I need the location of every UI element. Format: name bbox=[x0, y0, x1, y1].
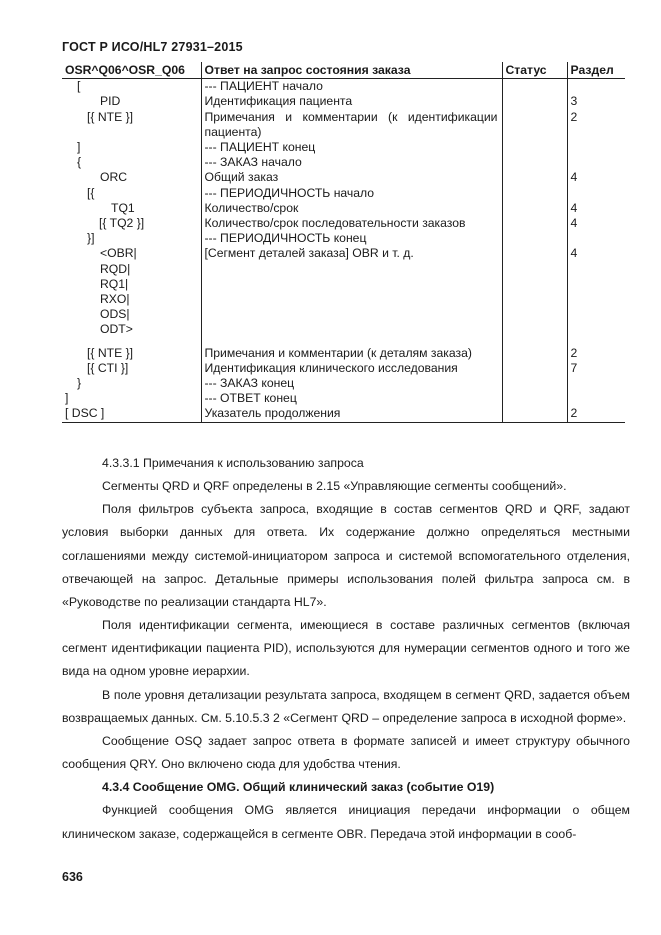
description-cell: Количество/срок последовательности заказов bbox=[201, 216, 502, 231]
section-cell bbox=[567, 391, 625, 406]
status-cell bbox=[502, 155, 567, 170]
table-header-row bbox=[62, 62, 625, 79]
paragraph: Функцией сообщения OMG является инициация передачи информации о общем клиническом заказе, содержащейся в сегменте OBR. Передача этой информации в сооб- bbox=[62, 803, 630, 841]
description-cell: --- ПАЦИЕНТ конец bbox=[201, 140, 502, 155]
section-cell bbox=[567, 376, 625, 391]
segment-cell: RQD| bbox=[100, 261, 131, 276]
segment-cell: [{ bbox=[87, 185, 95, 200]
column-header-status: Статус bbox=[502, 62, 567, 79]
status-cell bbox=[502, 170, 567, 185]
segment-cell: [ DSC ] bbox=[62, 406, 201, 422]
section-cell: 4 bbox=[567, 170, 625, 185]
section-cell: 4 bbox=[567, 216, 625, 231]
description-cell: [Сегмент деталей заказа] OBR и т. д. bbox=[201, 246, 502, 261]
table-row bbox=[62, 391, 625, 406]
table-row bbox=[62, 155, 625, 170]
status-cell bbox=[502, 110, 567, 140]
section-cell bbox=[567, 322, 625, 337]
section-cell: 2 bbox=[567, 338, 625, 361]
paragraph: Поля идентификации сегмента, имеющиеся в составе различных сегментов (включая сегмент идентификации пациента PID), используются для нумерации сегментов одного и того же вида на одном уровне иерархии. bbox=[62, 618, 630, 679]
description-cell: Количество/срок bbox=[201, 201, 502, 216]
description-cell: --- ОТВЕТ конец bbox=[201, 391, 502, 406]
table-row bbox=[62, 140, 625, 155]
paragraph: Сегменты QRD и QRF определены в 2.15 «Управляющие сегменты сообщений». bbox=[102, 479, 567, 494]
status-cell bbox=[502, 216, 567, 231]
status-cell bbox=[502, 391, 567, 406]
table-row bbox=[62, 201, 625, 216]
description-cell: Общий заказ bbox=[201, 170, 502, 185]
segment-cell: }] bbox=[87, 231, 95, 246]
status-cell bbox=[502, 79, 567, 95]
table-row bbox=[62, 110, 625, 140]
table-row bbox=[62, 186, 625, 201]
paragraph: В поле уровня детализации результата запроса, входящем в сегмент QRD, задается объем возвращаемых данных. См. 5.10.5.3 2 «Сегмент QRD – определение запроса в исходной форме». bbox=[62, 687, 630, 725]
section-cell: 4 bbox=[567, 201, 625, 216]
status-cell bbox=[502, 406, 567, 422]
segment-cell: [{ TQ2 }] bbox=[99, 216, 145, 231]
description-cell bbox=[201, 307, 502, 322]
description-cell: Примечания и комментарии (к идентификации пациента) bbox=[201, 110, 502, 140]
paragraph: Сообщение OSQ задает запрос ответа в формате записей и имеет структуру обычного сообщения QRY. Оно включено сюда для удобства чтения. bbox=[62, 733, 630, 772]
description-cell: --- ПЕРИОДИЧНОСТЬ конец bbox=[201, 231, 502, 246]
table-row bbox=[62, 79, 625, 95]
section-cell bbox=[567, 292, 625, 307]
section-cell bbox=[567, 231, 625, 246]
table-row bbox=[62, 322, 625, 337]
status-cell bbox=[502, 338, 567, 361]
description-cell bbox=[201, 322, 502, 337]
segment-cell: ORC bbox=[100, 170, 128, 185]
table-row bbox=[62, 216, 625, 231]
table-row bbox=[62, 292, 625, 307]
page-number: 636 bbox=[62, 870, 83, 884]
section-cell bbox=[567, 79, 625, 95]
segment-cell: RQ1| bbox=[100, 276, 129, 291]
table-row bbox=[62, 307, 625, 322]
description-cell bbox=[201, 262, 502, 277]
table-row bbox=[62, 338, 625, 361]
table-body bbox=[62, 79, 625, 422]
table-row bbox=[62, 361, 625, 376]
segment-cell: { bbox=[77, 155, 82, 170]
status-cell bbox=[502, 231, 567, 246]
section-cell bbox=[567, 140, 625, 155]
description-cell: --- ЗАКАЗ начало bbox=[201, 155, 502, 170]
paragraph: 4.3.3.1 Примечания к использованию запроса bbox=[102, 456, 364, 470]
status-cell bbox=[502, 246, 567, 261]
segment-cell: ] bbox=[77, 140, 81, 155]
description-cell: --- ПЕРИОДИЧНОСТЬ начало bbox=[201, 186, 502, 201]
description-cell bbox=[201, 277, 502, 292]
body-text bbox=[62, 452, 630, 846]
status-cell bbox=[502, 186, 567, 201]
section-cell bbox=[567, 155, 625, 170]
section-cell: 2 bbox=[567, 110, 625, 140]
message-structure-table bbox=[62, 62, 625, 423]
status-cell bbox=[502, 376, 567, 391]
column-header-section: Раздел bbox=[567, 62, 625, 79]
status-cell bbox=[502, 262, 567, 277]
segment-cell: [ bbox=[77, 79, 81, 94]
segment-cell: [{ NTE }] bbox=[87, 345, 134, 360]
description-cell: --- ПАЦИЕНТ начало bbox=[201, 79, 502, 95]
table-row bbox=[62, 246, 625, 261]
description-cell bbox=[201, 292, 502, 307]
description-cell: Идентификация клинического исследования bbox=[201, 361, 502, 376]
section-cell: 7 bbox=[567, 361, 625, 376]
description-cell: Идентификация пациента bbox=[201, 94, 502, 109]
segment-cell: ] bbox=[65, 391, 69, 406]
section-cell: 4 bbox=[567, 246, 625, 261]
section-cell bbox=[567, 186, 625, 201]
column-header-description: Ответ на запрос состояния заказа bbox=[201, 62, 502, 79]
table-row bbox=[62, 406, 625, 422]
paragraph: Поля фильтров субъекта запроса, входящие в состав сегментов QRD и QRF, задают условия выборки данных для ответа. Их содержание должно определяться местными соглашениями между системой-инициатором запроса и системой вспомогательного отделения, отвечающей на запрос. Детальные примеры использования полей фильтра запроса см. в «Руководстве по реализации стандарта HL7». bbox=[62, 502, 630, 609]
segment-cell: } bbox=[77, 376, 82, 391]
table-row bbox=[62, 277, 625, 292]
table-row bbox=[62, 170, 625, 185]
section-cell: 3 bbox=[567, 94, 625, 109]
status-cell bbox=[502, 322, 567, 337]
document-header: ГОСТ Р ИСО/HL7 27931–2015 bbox=[62, 40, 243, 54]
segment-cell: [{ NTE }] bbox=[87, 109, 134, 124]
description-cell: Примечания и комментарии (к деталям заказа) bbox=[201, 338, 502, 361]
status-cell bbox=[502, 307, 567, 322]
status-cell bbox=[502, 201, 567, 216]
status-cell bbox=[502, 292, 567, 307]
section-cell bbox=[567, 277, 625, 292]
segment-cell: TQ1 bbox=[111, 200, 135, 215]
status-cell bbox=[502, 94, 567, 109]
status-cell bbox=[502, 140, 567, 155]
description-cell: --- ЗАКАЗ конец bbox=[201, 376, 502, 391]
description-cell: Указатель продолжения bbox=[201, 406, 502, 422]
section-heading: 4.3.4 Сообщение OMG. Общий клинический заказ (событие O19) bbox=[102, 780, 495, 795]
table-row bbox=[62, 231, 625, 246]
segment-cell: PID bbox=[100, 94, 121, 109]
status-cell bbox=[502, 277, 567, 292]
section-cell bbox=[567, 307, 625, 322]
segment-cell: [{ CTI }] bbox=[87, 360, 129, 375]
segment-cell: ODS| bbox=[100, 307, 130, 322]
segment-cell: RXO| bbox=[100, 292, 130, 307]
section-cell bbox=[567, 262, 625, 277]
segment-cell: ODT> bbox=[100, 322, 133, 337]
table-row bbox=[62, 94, 625, 109]
status-cell bbox=[502, 361, 567, 376]
section-cell: 2 bbox=[567, 406, 625, 422]
table-row bbox=[62, 262, 625, 277]
table-row bbox=[62, 376, 625, 391]
segment-cell: <OBR| bbox=[100, 246, 137, 261]
column-header-segment: OSR^Q06^OSR_Q06 bbox=[62, 62, 201, 79]
